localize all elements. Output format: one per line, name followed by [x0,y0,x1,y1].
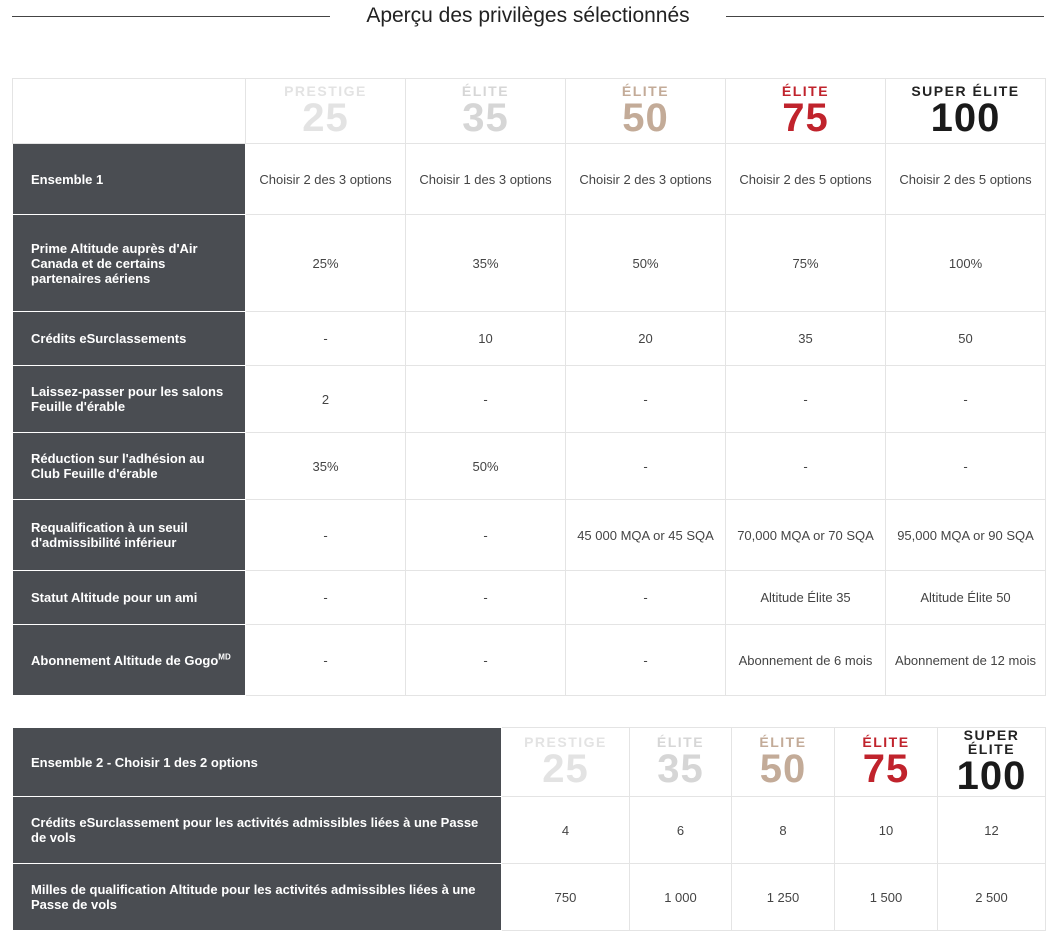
tier-header-elite-50 [566,79,726,144]
table-cell: - [246,571,406,625]
table-cell: - [726,366,886,433]
table-cell: - [246,500,406,571]
tier-logo-prestige-25: PRESTIGE 25 [524,734,607,791]
table-cell: Abonnement de 6 mois [726,625,886,696]
table-cell: 25% [246,215,406,312]
table-cell: 750 [502,864,630,931]
table-cell: 50 [886,312,1046,366]
table-cell: - [406,571,566,625]
table-cell: 45 000 MQA or 45 SQA [566,500,726,571]
table-cell: - [566,433,726,500]
table-cell: 12 [938,797,1046,864]
tier-header-elite-35 [630,728,732,797]
table-cell: 75% [726,215,886,312]
row-label [13,625,246,696]
table-cell: 50% [406,433,566,500]
table-cell: Altitude Élite 50 [886,571,1046,625]
table-row [13,215,1046,312]
table-cell: 35% [246,433,406,500]
table-cell: 10 [835,797,938,864]
tier-header-row [13,79,1046,144]
table-cell: - [246,625,406,696]
row-label: Crédits eSurclassements [13,312,246,366]
table-row [13,144,1046,215]
table-cell: Choisir 2 des 5 options [726,144,886,215]
table-cell: - [886,433,1046,500]
tier-logo-elite-35: ÉLITE 35 [461,83,510,140]
table-cell: - [406,500,566,571]
table-cell: 50% [566,215,726,312]
section-heading [0,0,1058,34]
tier-header-prestige-25 [246,79,406,144]
tier-header-super-elite-100 [938,728,1046,797]
table-row [13,797,1046,864]
row-label: Réduction sur l'adhésion au Club Feuille d'érable [13,433,246,500]
table-cell: 10 [406,312,566,366]
table-cell: Choisir 2 des 5 options [886,144,1046,215]
table-cell: Altitude Élite 35 [726,571,886,625]
empty-header-cell [13,79,246,144]
table-cell: 8 [732,797,835,864]
row-label: Statut Altitude pour un ami [13,571,246,625]
table-cell: - [726,433,886,500]
row-label: Milles de qualification Altitude pour les activités admissibles liées à une Passe de vols [13,864,502,931]
tier-logo-elite-75: ÉLITE 75 [862,734,910,791]
row-label: Laissez-passer pour les salons Feuille d'érable [13,366,246,433]
table-cell: 6 [630,797,732,864]
table-row [13,864,1046,931]
trademark-superscript: MD [218,652,231,662]
table-cell: - [406,625,566,696]
tier-header-super-elite-100 [886,79,1046,144]
table-cell: 100% [886,215,1046,312]
table-cell: - [566,625,726,696]
table-cell: 35 [726,312,886,366]
row-label: Ensemble 1 [13,144,246,215]
tier-header-elite-75 [835,728,938,797]
table-cell: Choisir 2 des 3 options [566,144,726,215]
tier-header-elite-35 [406,79,566,144]
tier-logo-elite-75: ÉLITE 75 [781,83,830,140]
tier-logo-elite-50: ÉLITE 50 [759,734,807,791]
table-row [13,433,1046,500]
table-cell: - [566,571,726,625]
table-cell: 4 [502,797,630,864]
table-row [13,366,1046,433]
table-cell: - [886,366,1046,433]
table-cell: 20 [566,312,726,366]
table-cell: 1 000 [630,864,732,931]
tier-header-elite-50 [732,728,835,797]
table-cell: 95,000 MQA or 90 SQA [886,500,1046,571]
table-cell: 2 [246,366,406,433]
table-row [13,625,1046,696]
table-cell: Abonnement de 12 mois [886,625,1046,696]
row-label: Requalification à un seuil d'admissibilité inférieur [13,500,246,571]
row-label-text: Abonnement Altitude de Gogo [31,652,219,668]
table-cell: - [406,366,566,433]
tier-logo-super-elite-100: SUPER ÉLITE 100 [956,727,1027,798]
table-cell: Choisir 1 des 3 options [406,144,566,215]
heading-rule-right [726,16,1044,17]
row-label: Ensemble 2 - Choisir 1 des 2 options [13,728,502,797]
table-cell: - [246,312,406,366]
tier-header-elite-75 [726,79,886,144]
table-row [13,571,1046,625]
table-cell: Choisir 2 des 3 options [246,144,406,215]
row-label: Crédits eSurclassement pour les activités admissibles liées à une Passe de vols [13,797,502,864]
table-cell: 35% [406,215,566,312]
table-cell: - [566,366,726,433]
tier-logo-elite-35: ÉLITE 35 [656,734,705,791]
tier-logo-elite-50: ÉLITE 50 [621,83,670,140]
tier-header-row [13,728,1046,797]
tier-logo-super-elite-100: SUPER ÉLITE 100 [911,83,1020,140]
privileges-table-ensemble-1 [12,78,1046,696]
table-row [13,312,1046,366]
table-cell: 1 500 [835,864,938,931]
tier-logo-prestige-25: PRESTIGE 25 [284,83,367,140]
table-cell: 2 500 [938,864,1046,931]
table-cell: 1 250 [732,864,835,931]
tier-header-prestige-25 [502,728,630,797]
table-cell: 70,000 MQA or 70 SQA [726,500,886,571]
row-label: Prime Altitude auprès d'Air Canada et de certains partenaires aériens [13,215,246,312]
table-row [13,500,1046,571]
heading-rule-left [12,16,330,17]
page-title: Aperçu des privilèges sélectionnés [366,4,690,27]
privileges-table-ensemble-2 [12,727,1046,931]
